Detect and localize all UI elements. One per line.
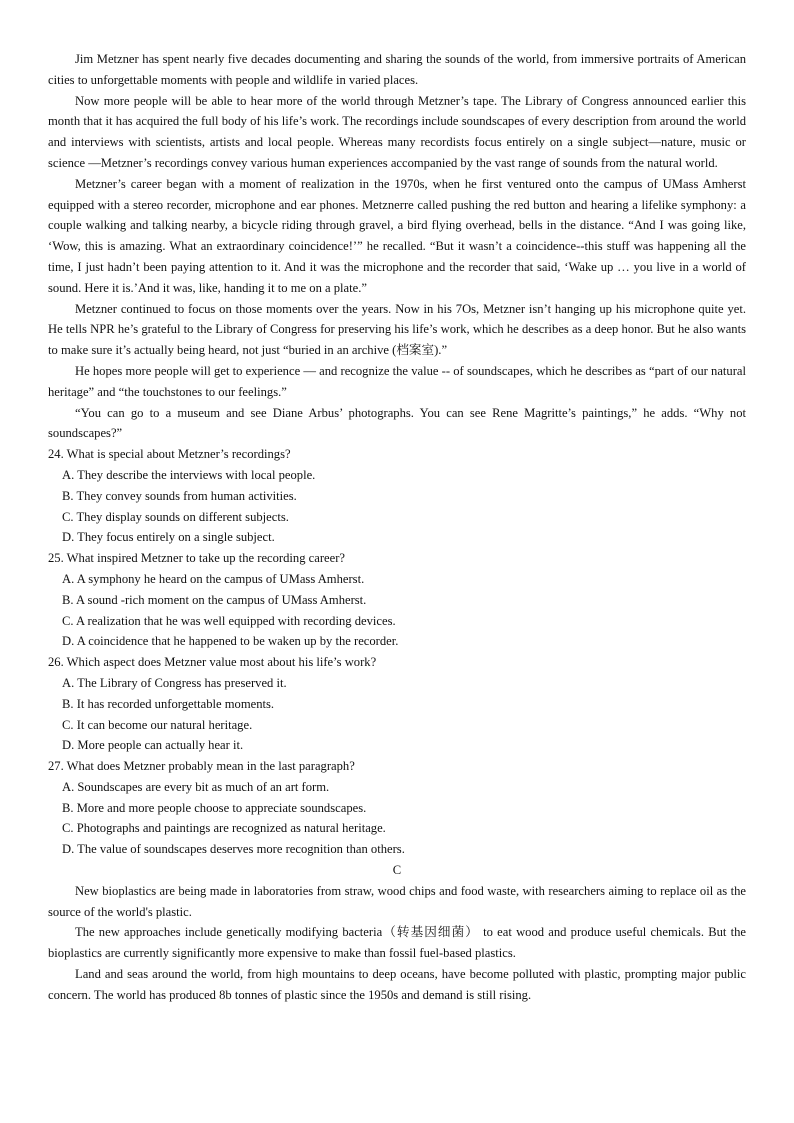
- question-26: [48, 652, 746, 756]
- question-stem: 27. What does Metzner probably mean in the last paragraph?: [48, 759, 355, 774]
- question-stem: 25. What inspired Metzner to take up the recording career?: [48, 551, 345, 566]
- section-label: C: [392, 863, 402, 878]
- answer-option: B. They convey sounds from human activities.: [62, 488, 297, 503]
- question-27: [48, 756, 746, 860]
- answer-option: B. A sound -rich moment on the campus of UMass Amherst.: [62, 592, 367, 607]
- passage-paragraph: Metzner’s career began with a moment of realization in the 1970s, when he first ventured onto the campus of UMass Amherst equipped with a stereo recorder, microphone and ear phones. Metznerre called pushing the red button and hearing a lifelike symphony: a couple walking and talking nearby, a bicycle riding through gravel, a bird flying overhead, bells in the distance. “And I was going like, ‘Wow, this is amazing. What an extraordinary coincidence!’” he recalled. “But it wasn’t a coincidence--this stuff was happening all the time, I just hadn’t been paying attention to it. And it was the microphone and the recorder that said, ‘Wake up … you live in a world of sound. Here it is.’And it was, like, handing it to me on a plate.”: [48, 176, 746, 295]
- passage-paragraph: Metzner continued to focus on those moments over the years. Now in his 7Os, Metzner isn’t hanging up his microphone quite yet. He tells NPR he’s grateful to the Library of Congress for preserving his life’s work, which he describes as a deep honor. But he also wants to make sure it’s actually being heard, not just “buried in an archive (档案室).”: [48, 301, 746, 358]
- answer-option: C. Photographs and paintings are recognized as natural heritage.: [62, 821, 386, 836]
- passage-paragraph: He hopes more people will get to experience — and recognize the value -- of soundscapes, which he describes as “part of our natural heritage” and “the touchstones to our feelings.”: [48, 363, 746, 399]
- passage-paragraph: New bioplastics are being made in laboratories from straw, wood chips and food waste, with researchers aiming to replace oil as the source of the world's plastic.: [48, 883, 746, 919]
- passage-paragraph: Now more people will be able to hear more of the world through Metzner’s tape. The Library of Congress announced earlier this month that it has acquired the full body of his life’s work. The recordings include soundscapes of every description from around the world and interviews with scientists, artists and local people. Whereas many recordists focus entirely on a single subject—nature, music or science —Metzner’s recordings convey various human experiences accompanied by the vast range of sounds from the natural world.: [48, 93, 746, 170]
- answer-option: D. A coincidence that he happened to be waken up by the recorder.: [62, 634, 399, 649]
- question-stem: 26. Which aspect does Metzner value most about his life’s work?: [48, 655, 377, 670]
- question-24: [48, 444, 746, 548]
- answer-option: C. A realization that he was well equipped with recording devices.: [62, 613, 396, 628]
- question-25: [48, 548, 746, 652]
- passage-b: [48, 49, 746, 444]
- answer-option: D. More people can actually hear it.: [62, 738, 244, 753]
- answer-option: C. It can become our natural heritage.: [62, 717, 253, 732]
- answer-option: A. They describe the interviews with local people.: [62, 467, 316, 482]
- answer-option: B. More and more people choose to appreciate soundscapes.: [62, 800, 367, 815]
- passage-paragraph: “You can go to a museum and see Diane Arbus’ photographs. You can see Rene Magritte’s paintings,” he adds. “Why not soundscapes?”: [48, 405, 746, 441]
- passage-c: [48, 860, 746, 1006]
- answer-option: B. It has recorded unforgettable moments.: [62, 696, 275, 711]
- answer-option: A. Soundscapes are every bit as much of an art form.: [62, 779, 330, 794]
- question-stem: 24. What is special about Metzner’s recordings?: [48, 447, 291, 462]
- passage-paragraph: Land and seas around the world, from high mountains to deep oceans, have become polluted with plastic, prompting major public concern. The world has produced 8b tonnes of plastic since the 1950s and demand is still rising.: [48, 967, 746, 1002]
- passage-paragraph: Jim Metzner has spent nearly five decades documenting and sharing the sounds of the world, from immersive portraits of American cities to unforgettable moments with people and wildlife in varied places.: [48, 52, 746, 87]
- answer-option: A. A symphony he heard on the campus of UMass Amherst.: [62, 571, 365, 586]
- answer-option: A. The Library of Congress has preserved it.: [62, 675, 287, 690]
- passage-paragraph: The new approaches include genetically modifying bacteria（转基因细菌） to eat wood and produce useful chemicals. But the bioplastics are currently significantly more expensive to make than fossil fuel-based plastics.: [48, 925, 746, 961]
- answer-option: C. They display sounds on different subjects.: [62, 509, 289, 524]
- answer-option: D. The value of soundscapes deserves more recognition than others.: [62, 842, 405, 857]
- answer-option: D. They focus entirely on a single subject.: [62, 530, 275, 545]
